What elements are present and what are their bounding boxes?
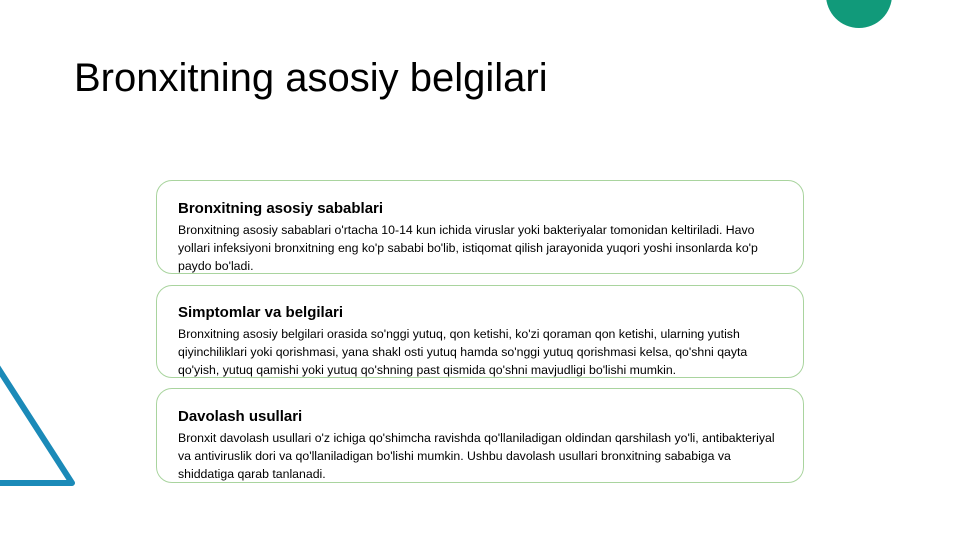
card-body: Bronxitning asosiy sabablari o'rtacha 10-14 kun ichida viruslar yoki bakteriyalar tomonidan keltiriladi. Havo yollari infeksiyoni bronxitning eng ko'p sababi bo'lib, istiqomat qilish jarayonida yuqori yoshi insonlarda ko'p paydo bo'ladi. — [178, 223, 758, 273]
decorative-triangle-shape — [0, 340, 90, 500]
card-heading: Davolash usullari — [178, 408, 303, 425]
card-treatment — [156, 388, 804, 483]
card-symptoms — [156, 285, 804, 378]
card-body: Bronxit davolash usullari o'z ichiga qo'shimcha ravishda qo'llaniladigan oldindan qarshilash yo'li, antibakteriyal va antiviruslik dori va qo'llaniladigan bo'lishi mumkin. Ushbu davolash usullari bronxitning sababiga va shiddatiga qarab tanlanadi. — [178, 431, 775, 481]
card-body: Bronxitning asosiy belgilari orasida so'nggi yutuq, qon ketishi, ko'zi qoraman qon ketishi, ularning yutish qiyinchiliklari yoki qorishmasi, yana shakl osti yutuq hamda so'nggi yutuq qorishmasi kelsa, qo'shni qayta qo'yish, yutuq qamishi yoki yutuq qo'shning past qismida qo'shni mavjudligi bo'lishi mumkin. — [178, 327, 748, 377]
card-heading: Bronxitning asosiy sabablari — [178, 200, 384, 217]
card-causes — [156, 180, 804, 274]
card-heading: Simptomlar va belgilari — [178, 304, 344, 321]
decorative-circle — [826, 0, 892, 28]
slide-title: Bronxitning asosiy belgilari — [74, 56, 548, 100]
